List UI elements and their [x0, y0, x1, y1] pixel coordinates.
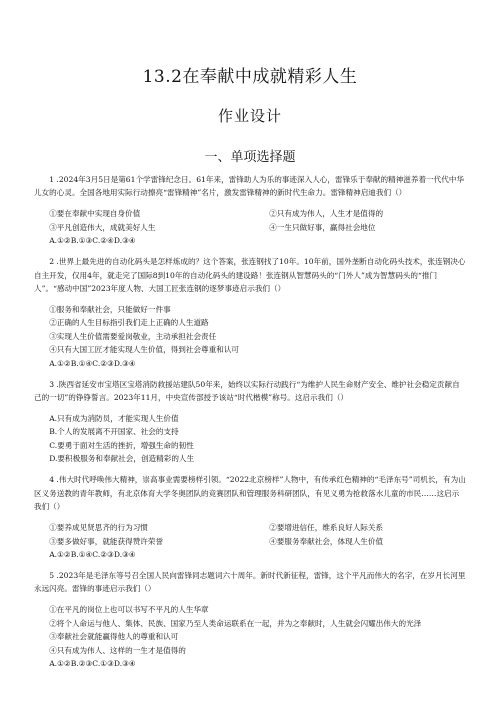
question-2-option: ③实现人生价值需要爱岗敬业，主动承担社会责任: [49, 331, 217, 341]
question-2-option: ②正确的人生目标指引我们走上正确的人生道路: [49, 318, 209, 328]
question-1-option: ④一生只做好事，赢得社会地位: [269, 222, 376, 232]
question-5-answers: A.①②B.②③C.①③D.③④: [49, 658, 136, 668]
question-1-option: ③平凡创造伟大，成就美好人生: [49, 222, 156, 232]
question-3-text: 3 .陕西省延安市宝塔区宝塔消防救援站建队50年来，始终以实际行动践行“为维护人民生命财产安全、维护社会稳定贡献自己的一切”的铮铮誓言。2023年11月，中央宣传部授予该站“时代楷模”称号。这启示我们（）: [34, 379, 460, 403]
question-5-option: ④只有成为伟人、这样的一生才是值得的: [49, 645, 186, 655]
question-4-options: [34, 521, 466, 548]
question-5-option: ②将个人命运与他人、集体、民族、国家乃至人类命运联系在一起，并为之奉献时，人生就会闪耀出伟大的光泽: [49, 618, 422, 628]
question-3-option: A.只有成为消防员，才能实现人生价值: [49, 414, 179, 424]
page-subtitle: 作业设计: [217, 107, 282, 125]
question-2-text: 2 .世界上最先进的自动化码头是怎样炼成的？这个答案，张连钢找了10年。10年前，国外垄断自动化码头技术，张连钢决心自主开发，仅用4年，就走完了国际8到10年的自动化码头的建设路！张连钢从智慧码头的“门外人”成为智慧码头的“推门人”。“感动中国”2023年度人物、大国工匠张连钢的逐梦事迹启示我们（）: [34, 257, 466, 294]
question-3: [34, 378, 466, 466]
question-4-option: ①要养成见贤思齐的行为习惯: [49, 523, 148, 533]
question-1-text: 1 .2024年3月5日是第61个学雷锋纪念日。61年来，雷锋助人为乐的事迹深入人心，雷锋乐于奉献的精神滋养着一代代中华儿女的心灵。全国各地用实际行动擦亮“雷锋精神”名片，激发雷锋精神的新时代生命力。雷锋精神启迪我们（）: [34, 175, 465, 198]
question-4-option: ②要增进信任，维系良好人际关系: [269, 523, 384, 533]
question-1: [34, 173, 466, 248]
question-1-options: [34, 207, 466, 234]
question-3-option: C.要勇于面对生活的挫折，增强生命的韧性: [49, 440, 194, 450]
question-4-option: ④要服务奉献社会，体现人生价值: [269, 536, 384, 546]
question-2-answers: A.①②B.①④C.②③D.③④: [49, 358, 136, 368]
page-title: 13.2在奉献中成就精彩人生: [142, 67, 358, 87]
question-5-option: ①在平凡的岗位上也可以书写不平凡的人生华章: [49, 605, 209, 615]
question-5: [34, 569, 466, 670]
question-1-option: ②只有成为伟人，人生才是值得的: [269, 209, 384, 219]
question-2-option: ④只有大国工匠才能实现人生价值，得到社会尊重和认可: [49, 345, 240, 355]
section-heading: 一、单项选择题: [204, 150, 296, 165]
question-2-option: ①服务和奉献社会，只能做好一件事: [49, 305, 171, 315]
question-3-option: B.个人的发展离不开国家、社会的支持: [49, 427, 179, 437]
question-5-text: 5 .2023年是毛泽东等号召全国人民向雷锋同志题词六十周年。新时代新征程，雷锋，这个平凡而伟大的名字，在岁月长河里永远闪亮。雷锋的事迹启示我们（）: [34, 570, 466, 594]
question-4: [34, 473, 466, 561]
question-4-text: 4 .伟大时代呼唤伟大精神，崇高事业需要榜样引领。“2022北京榜样”人物中，有传承红色精神的“毛泽东号”司机长，有为山区义务送教的青年教师，有北京体育大学冬奥团队的竞赛团队和管理服务科研团队，有见义勇为抢救落水儿童的市民……这启示我们（）: [34, 475, 466, 512]
question-3-option: D.要积极服务和奉献社会，创造精彩的人生: [49, 454, 195, 464]
question-1-answers: A.①②B.①③C.②④D.③④: [49, 236, 136, 246]
question-1-option: ①要在奉献中实现自身价值: [49, 209, 141, 219]
question-4-answers: A.①②B.①④C.②③D.③④: [49, 549, 136, 559]
question-2: [34, 255, 466, 370]
question-5-option: ③奉献社会就能赢得他人的尊重和认可: [49, 632, 179, 642]
question-4-option: ③要多做好事，就能获得赞许荣誉: [49, 536, 164, 546]
